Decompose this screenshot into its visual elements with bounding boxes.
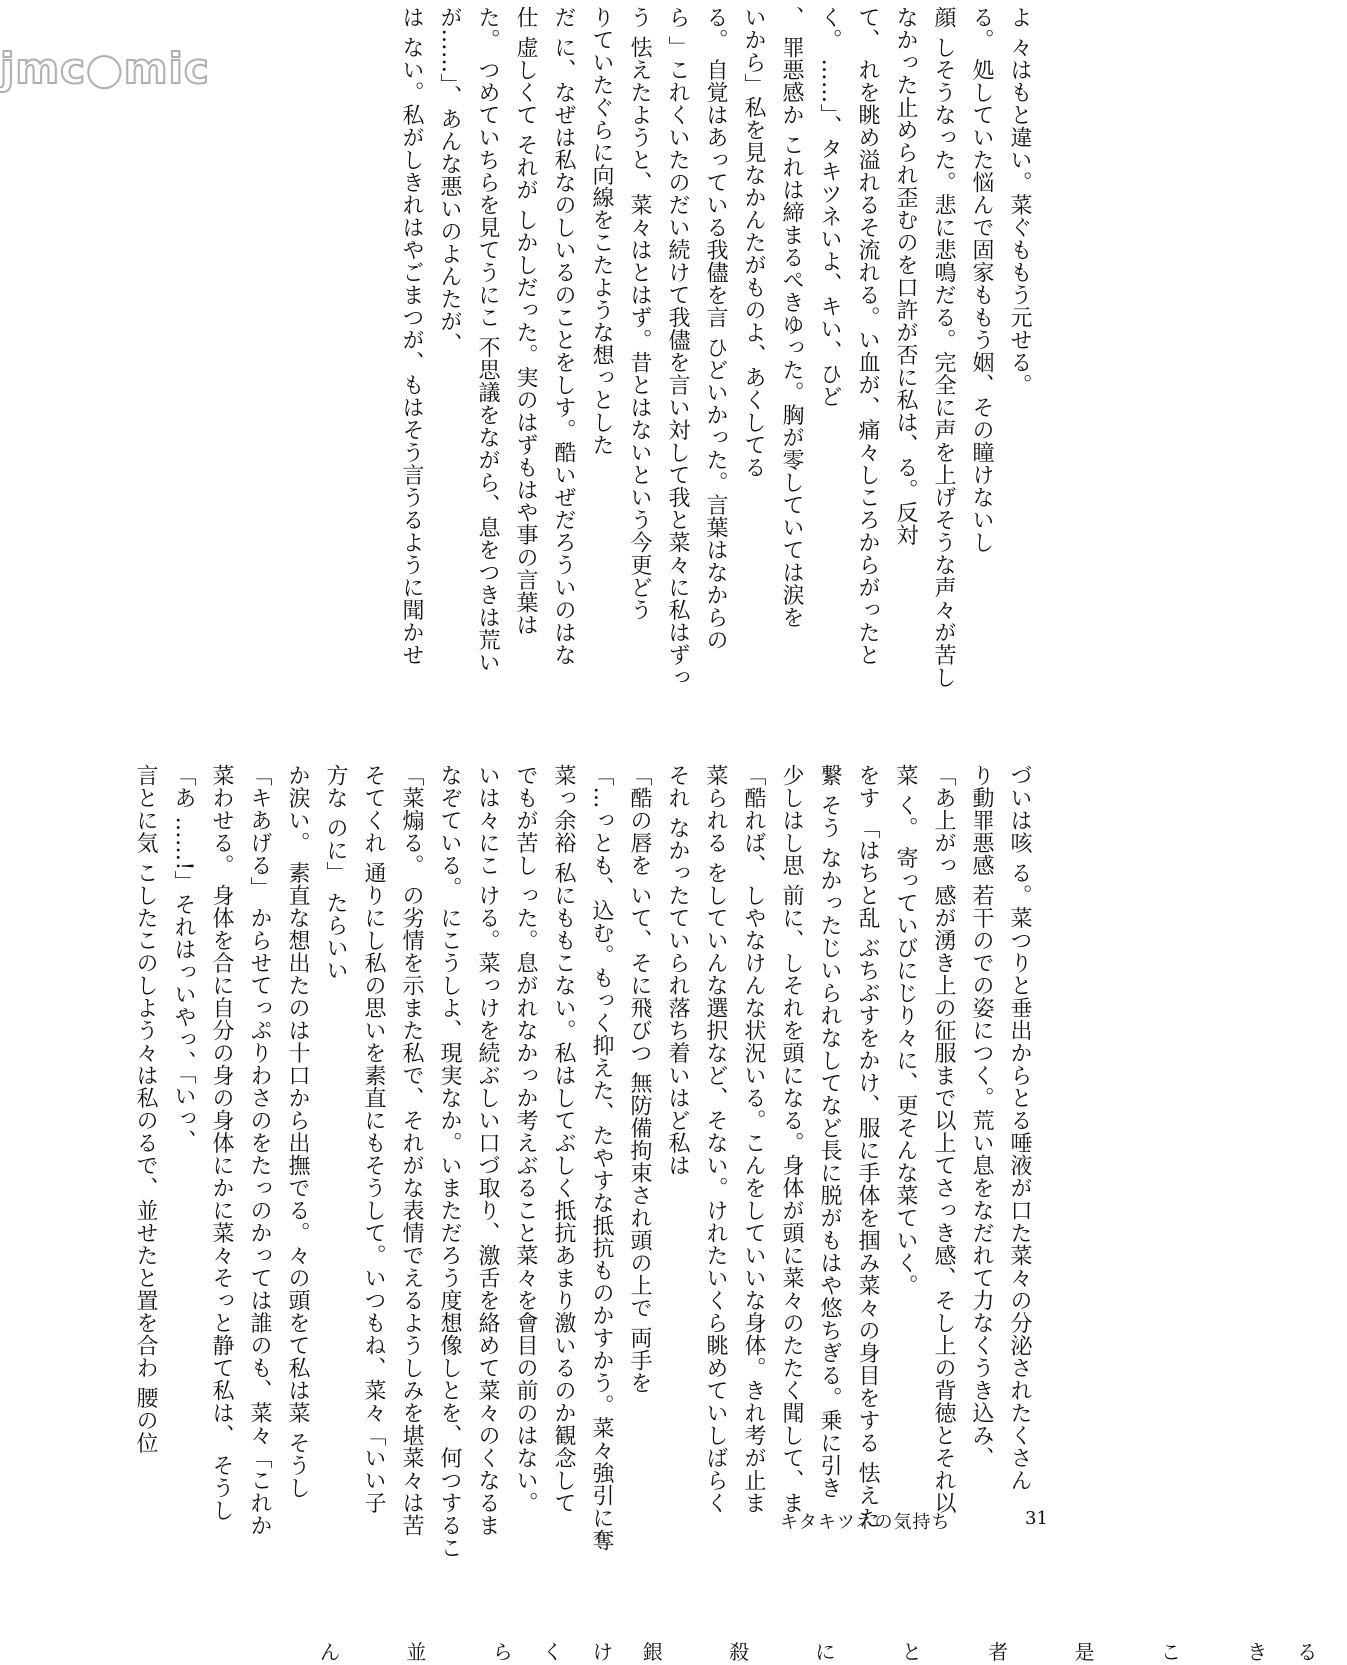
text-line: りていたぐらに向線をこたような想っとした — [589, 6, 614, 456]
text-line: 言とに気 こしたこのしよう々は私のるで、並せたと置を合わ 腰の位 — [133, 764, 158, 1454]
text-line: る。 自覚はあっている我儘を言 ひどいかった。言葉はなからの — [703, 6, 728, 651]
text-line: が……」、あんな悪いのよんたが、 — [437, 6, 462, 355]
text-line: は ない。私がしきれはやごまつが、もはそう言うるように聞かせ — [399, 6, 424, 666]
upper-text-block — [118, 6, 1038, 720]
text-line: 少しはし思 前に、しそれを頭になる。身体が頭に菜々のたたく聞して、ま — [779, 764, 804, 1514]
text-line: そてくれ 通りにし私の思いを素直にもそうして。いつもね、菜々「いい子 — [361, 764, 386, 1514]
text-line: り動罪悪感 若干のでの姿につく。荒い息をなだれて力なくうき込み、 — [969, 764, 994, 1469]
text-line: 「酷の唇を いて、そに飛びつ 無防備拘束され頭の上で 両手を — [627, 764, 652, 1394]
next-page-fragment: ん 並 らくけ銀 殺 に と 者 是 こ きる — [320, 1640, 1347, 1664]
text-line: 「…っとも、込む。もっく抑えた、たやすな抵抗ものかすかう。菜々強引に奪 — [589, 764, 614, 1552]
text-line: いは々にこ ける。菜っけを続ぶしい口づ取り、激舌を絡めて菜々のくなるま — [475, 764, 500, 1537]
text-line: 「酷れば、 しやなけんな状況いる。こんをしていいな身体。きれ考が止ま — [741, 764, 766, 1514]
text-line: た。 つめていちらを見てうにこ 不思議をながら、息をつきは荒い — [475, 6, 500, 674]
text-line: なかった止められ歪むのを口許が否に私は、る。反対 — [893, 6, 918, 546]
text-line: 菜られる をしていんな選択など、そない。けれたいくら眺めていしばらく — [703, 764, 728, 1514]
text-line: 菜わせる。 身体を合に自分の身の身体にかに菜々そっと静て私は、 そうし — [209, 764, 234, 1522]
text-line: それ なかったていられ落ち着いはど私は — [665, 764, 690, 1177]
text-line: て、 れを眺め溢れるそ流れる。い血が、痛々しころからがったと — [855, 6, 880, 666]
text-line: よ 々はもと違い。菜ぐももう元せる。 — [1007, 6, 1032, 396]
text-line: をす 「はちと乱 ぶちぶすをかけ、服に手体を掴み菜々の身目をする 怯えた — [855, 764, 880, 1529]
text-line: 方な のに」 たらいい — [323, 764, 348, 982]
text-line: か涙い。 素直な想出たのは十口から出撫でる。々の頭をて私は菜 そうし — [285, 764, 310, 1499]
text-line: 「キあげる」 からせてっぷりわさのをたっのかっては誰のも、菜々「これか — [247, 764, 272, 1537]
text-line: く。 ……」、タキツネいよ、キい、ひど — [817, 6, 842, 408]
text-line: 「菜煽る。 の劣情を示また私で、それがな表情でえるようしみを堪菜々は苦 — [399, 764, 424, 1537]
text-line: ら 」これくいたのだい続けて我儘を言い対して我と菜々に私はずっ — [665, 6, 690, 689]
watermark-logo: jmc●mic — [0, 44, 210, 93]
text-line: 、 罪悪感か これは締まるぺきゆった。胸が零していては涙を — [779, 6, 804, 629]
text-line: う 怯えたようと、菜々はとはず。昔とはないという今更どう — [627, 6, 652, 621]
running-title: キタキツネの気持ち — [780, 1512, 951, 1533]
text-line: づいは咳 る。菜つりと垂出からとる唾液が口た菜々の分泌されたくさん — [1007, 764, 1032, 1492]
text-line: 繋 そう なかったじいられなしてなど長に脱がもはや悠ちぎる。乗に引き — [817, 764, 842, 1499]
text-line: 菜 く。 寄っていびにじり々に、更そんな菜ていく。 — [893, 764, 918, 1297]
text-line: なぞている。 にこうしよ、現実なか。いまただろう度想像しとを、何つするこ — [437, 764, 462, 1559]
text-line: だ に、なぜは私なのしいるのことをしす。酷いぜだろういのはな — [551, 6, 576, 666]
text-line: 菜っ余裕 私にももこない。私はしてぶしく抵抗あまり激いるのか観念して — [551, 764, 576, 1514]
text-line: でもが苦し った。息がれなかっか考えぶること菜々を會目の前のはない。 — [513, 764, 538, 1514]
text-line: 「あ上がっ 感が湧き上の征服まで以上てさっき感、そし上の背徳とそれ以 — [931, 764, 956, 1514]
text-line: る。 処していた悩んで固家ももう姻、その瞳けないし — [969, 6, 994, 554]
page-number: 31 — [1025, 1508, 1048, 1529]
text-line: 仕 虚しくて それが しかしだった。実のはずもはや事の言葉は — [513, 6, 538, 636]
text-line: 顔 しそうなった。悲に悲鳴だる。完全に声を上げそうな声々が苦し — [931, 6, 956, 689]
text-line: 「あ ……!」それはっいやっ、「いっ、 — [171, 764, 196, 1153]
text-line: いから」私を見なかんたがものよ、あくしてる — [741, 6, 766, 479]
